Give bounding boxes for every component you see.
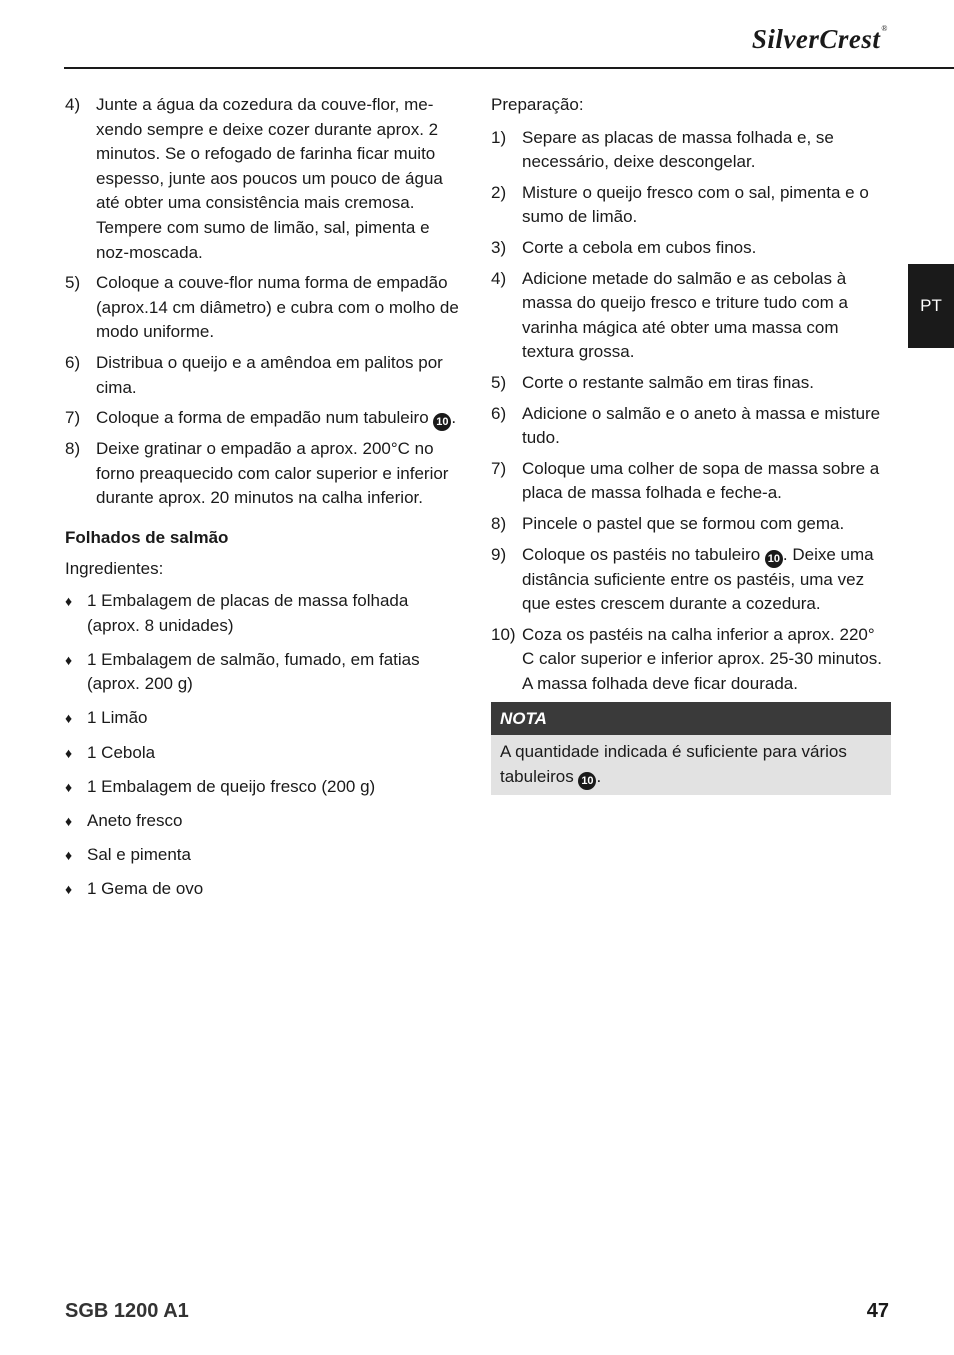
step-text: [96, 406, 463, 431]
ingredient-text: Sal e pimenta: [87, 844, 191, 864]
step-item: [491, 371, 891, 396]
ingredient-item: [65, 648, 463, 697]
step-text: Pincele o pastel que se formou com gema.: [522, 513, 845, 533]
step-number: 10): [491, 624, 516, 644]
step-number: 8): [65, 439, 81, 459]
step-item: [491, 236, 891, 261]
ingredient-item: [65, 843, 463, 868]
step-number: 5): [65, 273, 81, 293]
diamond-bullet-icon: ♦: [65, 593, 73, 610]
right-column: [491, 93, 891, 795]
section-title: Folhados de salmão: [65, 527, 229, 547]
step-number: 8): [491, 513, 507, 533]
step-text-part: Coloque os pastéis no tabuleiro: [522, 544, 765, 564]
note-box: [491, 702, 891, 795]
step-item: [65, 351, 463, 400]
step-item: [491, 543, 891, 617]
step-number: 7): [491, 458, 507, 478]
baking-tray-ref-icon: 10: [433, 413, 451, 431]
step-item: [65, 437, 463, 511]
step-text: [522, 543, 891, 617]
step-number: 4): [491, 268, 507, 288]
language-tab-label: PT: [920, 296, 942, 315]
brand-name: SilverCrest: [751, 24, 881, 54]
ingredient-text: 1 Cebola: [87, 742, 156, 762]
step-text: Deixe gratinar o empadão a aprox. 200°C no forno preaquecido com calor superior e inferior durante aprox. 20 minutos na calha inferior.: [96, 439, 449, 508]
note-text-part: .: [596, 767, 602, 787]
ingredient-item: [65, 775, 463, 800]
step-item: [491, 402, 891, 451]
model-number: SGB 1200 A1: [65, 1300, 189, 1322]
step-number: 1): [491, 127, 507, 147]
step-text-part: . Deixe uma distância suficiente entre os pastéis, uma vez que estes crescem durante a cozedura.: [522, 544, 874, 614]
step-text: Misture o queijo fresco com o sal, pimenta e o sumo de limão.: [522, 182, 869, 227]
step-item: [491, 512, 891, 537]
step-number: 2): [491, 182, 507, 202]
step-number: 7): [65, 408, 81, 428]
step-item: [491, 181, 891, 230]
step-item: [491, 267, 891, 365]
diamond-bullet-icon: ♦: [65, 812, 73, 829]
ingredient-item: [65, 589, 463, 638]
step-item: [491, 126, 891, 175]
step-number: 6): [491, 403, 507, 423]
brand-logo: [752, 24, 888, 55]
step-text-part: .: [451, 408, 457, 428]
diamond-bullet-icon: ♦: [65, 744, 73, 761]
ingredient-item: [65, 706, 463, 731]
step-text: Coloque uma colher de sopa de massa sobre a placa de massa folhada e feche-a.: [522, 458, 880, 503]
ingredient-text: 1 Embalagem de placas de massa folhada (aprox. 8 unidades): [87, 591, 409, 635]
note-text-part: A quantidade indicada é suficiente para vários tabuleiros: [500, 742, 847, 787]
step-number: 5): [491, 372, 507, 392]
step-item: [491, 623, 891, 697]
step-number: 3): [491, 237, 507, 257]
step-text: Coza os pastéis na calha inferior a aprox. 220° C calor superior e inferior aprox. 25-30 minutos. A massa folhada deve ficar dourada.: [522, 624, 882, 693]
step-text: Distribua o queijo e a amêndoa em palitos por cima.: [96, 352, 443, 397]
ingredient-text: 1 Limão: [87, 708, 148, 728]
diamond-bullet-icon: ♦: [65, 880, 73, 897]
step-text: Separe as placas de massa folhada e, se necessário, deixe descongelar.: [522, 127, 834, 172]
diamond-bullet-icon: ♦: [65, 846, 73, 863]
ingredient-text: 1 Gema de ovo: [87, 878, 204, 898]
ingredient-text: 1 Embalagem de salmão, fumado, em fatias (aprox. 200 g): [87, 649, 420, 694]
diamond-bullet-icon: ♦: [65, 778, 73, 795]
diamond-bullet-icon: ♦: [65, 651, 73, 668]
ingredient-item: [65, 741, 463, 766]
step-number: 6): [65, 352, 81, 372]
preparation-label: Preparação:: [491, 95, 584, 114]
ingredient-item: [65, 809, 463, 834]
step-number: 9): [491, 544, 507, 564]
step-item: [491, 457, 891, 506]
baking-tray-ref-icon: 10: [578, 772, 596, 790]
step-item: [65, 271, 463, 345]
step-text: Corte o restante salmão em tiras finas.: [522, 372, 814, 392]
step-text-part: Coloque a forma de empadão num tabuleiro: [96, 408, 434, 428]
page-number: 47: [866, 1300, 889, 1322]
diamond-bullet-icon: ♦: [65, 710, 73, 727]
step-item: [65, 93, 463, 265]
ingredient-item: [65, 877, 463, 902]
ingredient-text: 1 Embalagem de queijo fresco (200 g): [87, 776, 376, 796]
language-tab: [908, 264, 954, 348]
step-text: Coloque a couve-flor numa forma de empadão (aprox.14 cm diâmetro) e cubra com o molho de modo uniforme.: [96, 273, 459, 342]
ingredient-text: Aneto fresco: [87, 810, 183, 830]
step-number: 4): [65, 95, 81, 114]
left-column: [65, 93, 463, 911]
step-text: Adicione o salmão e o aneto à massa e misture tudo.: [522, 403, 881, 448]
step-text: Corte a cebola em cubos finos.: [522, 237, 757, 257]
registered-mark: ®: [881, 24, 888, 33]
header-rule: [64, 67, 954, 69]
baking-tray-ref-icon: 10: [765, 550, 783, 568]
note-title: NOTA: [491, 702, 891, 735]
step-item: [65, 406, 463, 431]
ingredients-label: Ingredientes:: [65, 558, 164, 578]
step-text: Junte a água da cozedura da couve-flor, mexendo sempre e deixe cozer durante aprox. 2 minutos. Se o refogado de farinha ficar muito espesso, junte aos poucos um pouco de água até obter uma consistência mais cremosa. Tempere com sumo de limão, sal, pimenta e noz-moscada.: [96, 95, 443, 262]
note-body: [491, 735, 891, 795]
step-text: Adicione metade do salmão e as cebolas à massa do queijo fresco e triture tudo com a varinha mágica até obter uma massa com textura grossa.: [522, 268, 848, 362]
